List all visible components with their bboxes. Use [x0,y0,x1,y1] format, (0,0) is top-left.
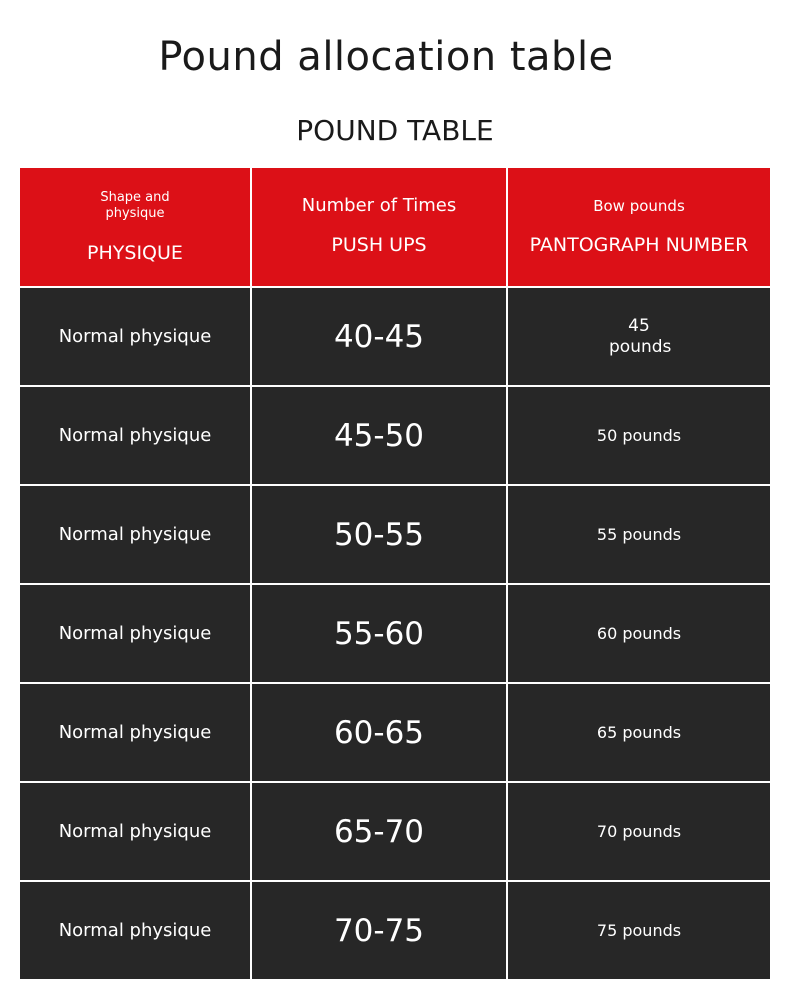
table-row-pounds [508,288,770,385]
table-row-physique: Normal physique [20,486,250,583]
table-row-push-ups: 50-55 [252,486,506,583]
table-row-physique: Normal physique [20,882,250,979]
header-pounds-label: PANTOGRAPH NUMBER [529,234,749,256]
table-row-physique: Normal physique [20,585,250,682]
header-physique-label: PHYSIQUE [87,242,183,264]
page-title: Pound allocation table [158,34,614,80]
table-row-pounds: 75 pounds [508,882,770,979]
table-row-pounds: 50 pounds [508,387,770,484]
table-row-pounds: 60 pounds [508,585,770,682]
pound-table [20,168,770,979]
header-physique [20,168,250,286]
table-title: POUND TABLE [296,114,494,147]
header-physique-small: Shape and physique [100,190,170,221]
table-row-push-ups: 65-70 [252,783,506,880]
table-row-pounds: 65 pounds [508,684,770,781]
table-row-physique: Normal physique [20,288,250,385]
header-push-ups [252,168,506,286]
table-row-push-ups: 55-60 [252,585,506,682]
table-row-pounds-text: 45 pounds [609,315,672,357]
header-pounds-small: Bow pounds [593,197,685,215]
table-row-physique: Normal physique [20,387,250,484]
table-row-pounds: 55 pounds [508,486,770,583]
table-row-push-ups: 70-75 [252,882,506,979]
table-row-physique: Normal physique [20,684,250,781]
table-row-pounds: 70 pounds [508,783,770,880]
table-row-push-ups: 60-65 [252,684,506,781]
header-pounds [508,168,770,286]
table-row-push-ups: 45-50 [252,387,506,484]
table-row-physique: Normal physique [20,783,250,880]
header-push-ups-label: PUSH UPS [331,234,427,256]
table-row-push-ups: 40-45 [252,288,506,385]
header-push-ups-small: Number of Times [301,195,457,216]
